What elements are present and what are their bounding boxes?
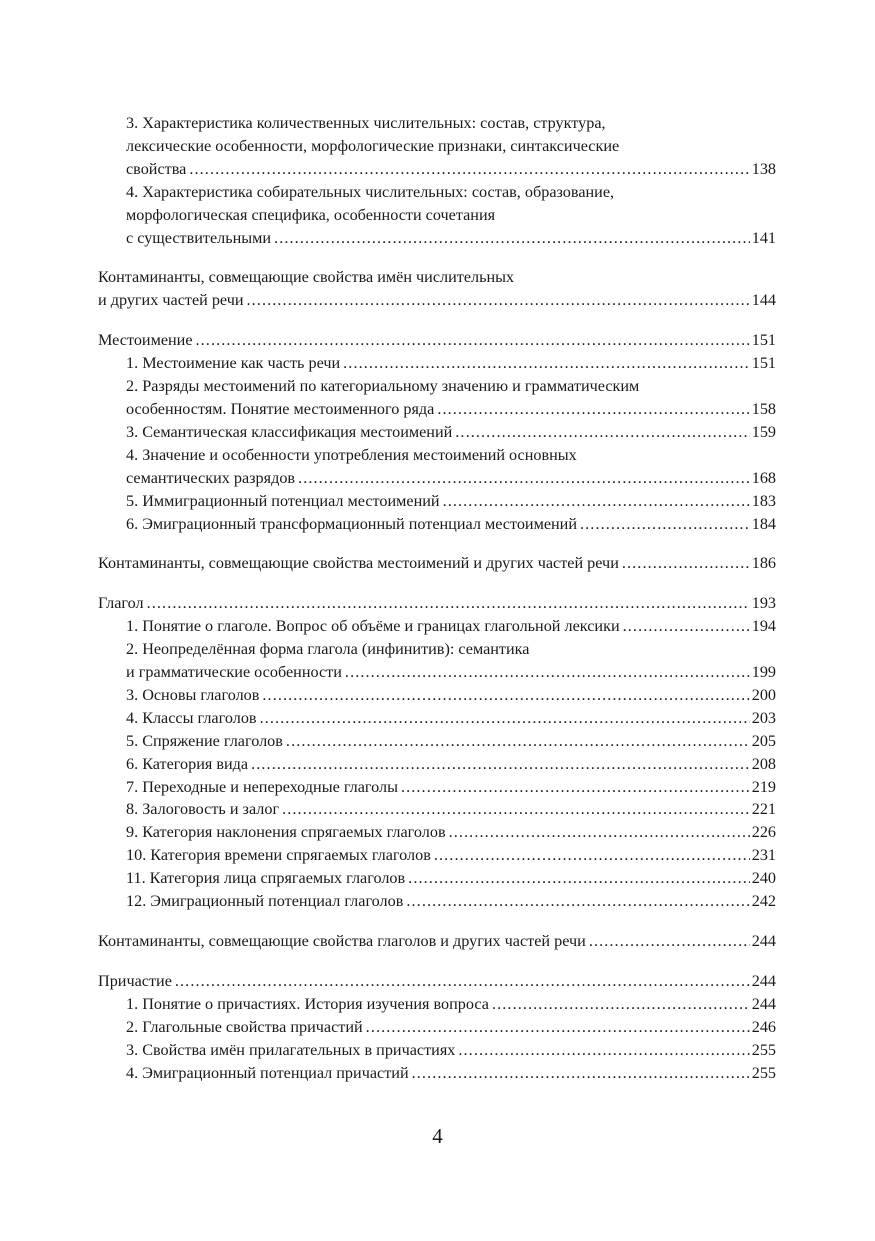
dot-leader	[343, 352, 750, 375]
toc-page-number: 138	[751, 159, 776, 178]
toc-entry-title-line: Контаминанты, совмещающие свойства имён числительных	[98, 268, 515, 287]
toc-subsection-entry[interactable]	[98, 1062, 776, 1085]
toc-entry-title-line: лексические особенности, морфологические признаки, синтаксические	[126, 136, 620, 155]
toc-subsection-entry[interactable]	[98, 867, 776, 890]
toc-page-number: 244	[751, 971, 776, 990]
toc-section-entry[interactable]	[98, 329, 776, 352]
toc-entry-title-line: 3. Основы глаголов	[126, 685, 260, 704]
toc-section-entry[interactable]	[98, 970, 776, 993]
toc-subsection-entry[interactable]	[98, 798, 776, 821]
toc-page-number: 208	[751, 754, 776, 773]
dot-leader	[260, 707, 750, 730]
toc-entry-title-line: 4. Значение и особенности употребления местоимений основных	[126, 445, 577, 464]
dot-leader	[345, 661, 750, 684]
toc-entry-title-line: 3. Семантическая классификация местоимений	[126, 422, 453, 441]
toc-page-number: 205	[751, 731, 776, 750]
toc-subsection-entry[interactable]	[98, 890, 776, 913]
toc-subsection-entry[interactable]	[98, 993, 776, 1016]
toc-subsection-entry[interactable]	[98, 615, 776, 638]
toc-entry-title-line: 4. Классы глаголов	[126, 708, 257, 727]
dot-leader	[406, 890, 749, 913]
dot-leader	[262, 684, 749, 707]
toc-entry-title-line: 4. Характеристика собирательных числительных: состав, образование,	[126, 182, 615, 201]
toc-entry-title-line: 1. Понятие о причастиях. История изучения вопроса	[126, 994, 489, 1013]
toc-entry-title-line: 9. Категория наклонения спрягаемых глаголов	[126, 823, 446, 842]
toc-entry-title-line: 6. Категория вида	[126, 754, 249, 773]
toc-section-entry[interactable]	[98, 266, 776, 312]
toc-entry-title-line: 11. Категория лица спрягаемых глаголов	[126, 869, 406, 888]
dot-leader	[366, 1016, 750, 1039]
toc-entry-title-line: Местоимение	[98, 331, 193, 350]
toc-entry-title-line: 2. Разряды местоимений по категориальному значению и грамматическим	[126, 377, 640, 396]
toc-entry-title-line: 2. Неопределённая форма глагола (инфинитив): семантика	[126, 640, 530, 659]
toc-entry-title-line: Контаминанты, совмещающие свойства местоимений и других частей речи	[98, 554, 619, 573]
toc-entry-title-line: 5. Спряжение глаголов	[126, 731, 283, 750]
toc-section-entry[interactable]	[98, 552, 776, 575]
toc-entry-title-line: 1. Понятие о глаголе. Вопрос об объёме и границах глагольной лексики	[126, 617, 620, 636]
toc-entry-title-line: 1. Местоимение как часть речи	[126, 354, 341, 373]
toc-entry-title-line: особенностям. Понятие местоименного ряда	[126, 399, 435, 418]
table-of-contents	[98, 112, 776, 1084]
toc-entry-title-line: и других частей речи	[98, 291, 244, 310]
toc-subsection-entry[interactable]	[98, 753, 776, 776]
toc-subsection-entry[interactable]	[98, 352, 776, 375]
toc-entry-title-line: 12. Эмиграционный потенциал глаголов	[126, 892, 404, 911]
toc-page-number: 168	[751, 468, 776, 487]
toc-entry-title-line: 10. Категория времени спрягаемых глаголов	[126, 846, 431, 865]
toc-page-number: 158	[751, 399, 776, 418]
toc-page-number: 193	[751, 594, 776, 613]
toc-page-number: 203	[751, 708, 776, 727]
toc-entry-title-line: 7. Переходные и непереходные глаголы	[126, 777, 398, 796]
toc-subsection-entry[interactable]	[98, 421, 776, 444]
dot-leader	[492, 993, 750, 1016]
dot-leader	[622, 552, 750, 575]
page-number: 4	[432, 1124, 443, 1148]
toc-page-number: 194	[751, 617, 776, 636]
dot-leader	[589, 930, 750, 953]
toc-subsection-entry[interactable]	[98, 730, 776, 753]
toc-subsection-entry[interactable]	[98, 513, 776, 536]
toc-page-number: 199	[751, 663, 776, 682]
toc-page-number: 184	[751, 514, 776, 533]
dot-leader	[434, 844, 750, 867]
toc-page-number: 244	[751, 932, 776, 950]
toc-subsection-entry[interactable]	[98, 707, 776, 730]
toc-entry-title-line: 6. Эмиграционный трансформационный потенциал местоимений	[126, 514, 577, 533]
toc-subsection-entry[interactable]	[98, 844, 776, 867]
toc-entry-title-line: 4. Эмиграционный потенциал причастий	[126, 1063, 409, 1082]
toc-page-number: 231	[751, 846, 776, 865]
dot-leader	[443, 490, 750, 513]
toc-page-number: 200	[751, 685, 776, 704]
toc-entry-title-line: 5. Иммиграционный потенциал местоимений	[126, 491, 440, 510]
dot-leader	[274, 227, 750, 250]
toc-entry-title-line: с существительными	[126, 228, 272, 247]
toc-entry-title-line: 8. Залоговость и залог	[126, 800, 280, 819]
dot-leader	[580, 513, 750, 536]
toc-page-number: 141	[751, 228, 776, 247]
toc-subsection-entry[interactable]	[98, 112, 776, 181]
toc-page-number: 151	[751, 331, 776, 350]
toc-subsection-entry[interactable]	[98, 490, 776, 513]
toc-subsection-entry[interactable]	[98, 638, 776, 684]
toc-entry-title-line: Причастие	[98, 971, 172, 990]
toc-entry-title-line: морфологическая специфика, особенности сочетания	[126, 205, 496, 224]
toc-entry-title-line: 2. Глагольные свойства причастий	[126, 1017, 363, 1036]
toc-subsection-entry[interactable]	[98, 821, 776, 844]
dot-leader	[286, 730, 750, 753]
dot-leader	[175, 970, 750, 993]
dot-leader	[458, 1039, 749, 1062]
toc-page-number: 255	[751, 1040, 776, 1059]
toc-subsection-entry[interactable]	[98, 375, 776, 421]
dot-leader	[282, 798, 750, 821]
toc-entry-title-line: 3. Свойства имён прилагательных в причастиях	[126, 1040, 456, 1059]
dot-leader	[251, 753, 750, 776]
toc-entry-title-line: и грамматические особенности	[126, 663, 342, 682]
toc-subsection-entry[interactable]	[98, 1016, 776, 1039]
dot-leader	[455, 421, 749, 444]
toc-page-number: 255	[751, 1063, 776, 1082]
toc-page-number: 226	[751, 823, 776, 842]
toc-page-number: 221	[751, 800, 776, 819]
dot-leader	[437, 398, 749, 421]
toc-page-number: 159	[751, 422, 776, 441]
toc-subsection-entry[interactable]	[98, 684, 776, 707]
dot-leader	[412, 1062, 750, 1085]
toc-entry-title-line: Глагол	[98, 594, 144, 613]
toc-section-entry[interactable]	[98, 930, 776, 953]
toc-page-number: 183	[751, 491, 776, 510]
dot-leader	[298, 467, 750, 490]
toc-entry-title-line: свойства	[126, 159, 187, 178]
toc-subsection-entry[interactable]	[98, 444, 776, 490]
dot-leader	[189, 158, 749, 181]
toc-page-number: 186	[751, 554, 776, 573]
toc-page-number: 246	[751, 1017, 776, 1036]
dot-leader	[247, 289, 750, 312]
dot-leader	[147, 592, 750, 615]
toc-page-number: 151	[751, 354, 776, 373]
toc-subsection-entry[interactable]	[98, 776, 776, 799]
toc-entry-title-line: 3. Характеристика количественных числительных: состав, структура,	[126, 114, 606, 132]
toc-subsection-entry[interactable]	[98, 181, 776, 250]
toc-page-number: 144	[751, 291, 776, 310]
toc-page-number: 240	[751, 869, 776, 888]
toc-entry-title-line: семантических разрядов	[126, 468, 296, 487]
toc-subsection-entry[interactable]	[98, 1039, 776, 1062]
dot-leader	[449, 821, 750, 844]
toc-page-number: 242	[751, 892, 776, 911]
toc-page-number: 244	[751, 994, 776, 1013]
dot-leader	[623, 615, 750, 638]
dot-leader	[196, 329, 750, 352]
dot-leader	[408, 867, 750, 890]
toc-entry-title-line: Контаминанты, совмещающие свойства глаголов и других частей речи	[98, 932, 586, 950]
toc-section-entry[interactable]	[98, 592, 776, 615]
toc-page-number: 219	[751, 777, 776, 796]
dot-leader	[401, 776, 750, 799]
